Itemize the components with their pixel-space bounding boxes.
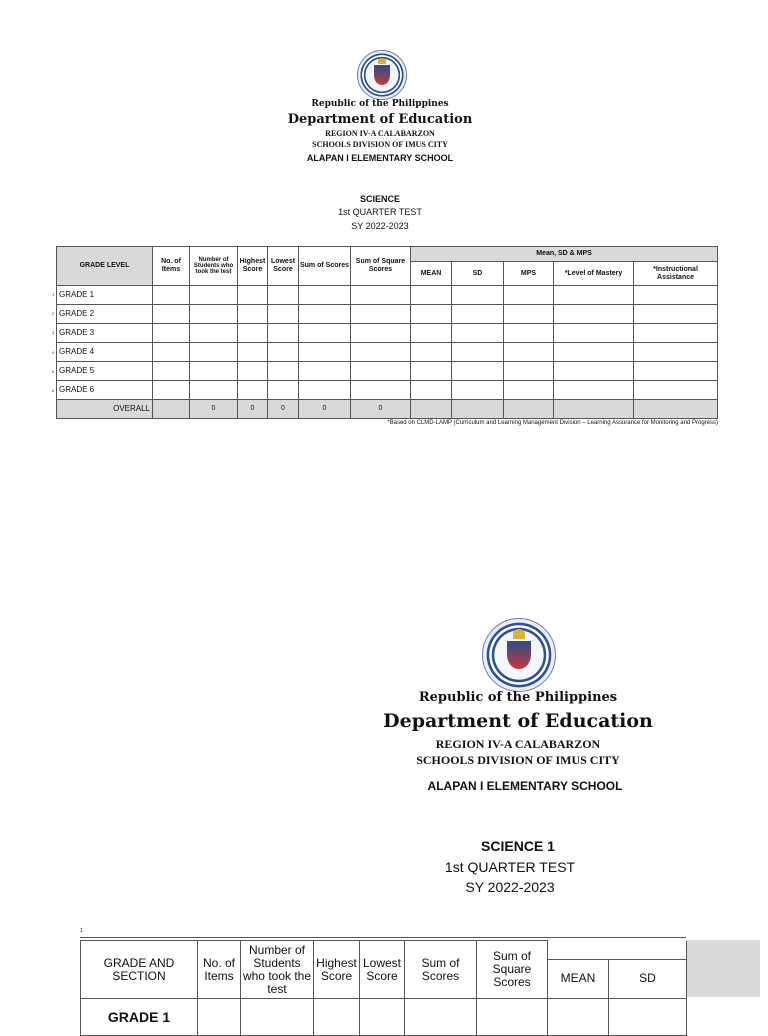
- header-shade: [686, 940, 760, 997]
- row-number: 3: [52, 330, 55, 335]
- results-table: [56, 246, 718, 419]
- overall-row: [57, 400, 718, 419]
- col-mean: MEAN: [548, 959, 609, 998]
- school-name: ALAPAN I ELEMENTARY SCHOOL: [427, 779, 623, 793]
- table-row: [57, 286, 718, 305]
- table-row: [57, 305, 718, 324]
- republic-line: Republic of the Philippines: [311, 99, 449, 109]
- col-grade-section: GRADE AND SECTION: [81, 941, 198, 999]
- table-row: [57, 381, 718, 400]
- test-title: 1st QUARTER TEST: [444, 859, 576, 875]
- col-grade-level: GRADE LEVEL: [57, 247, 153, 286]
- grade-cell: GRADE 4: [57, 343, 153, 362]
- school-year: SY 2022-2023: [351, 221, 409, 231]
- col-mean: MEAN: [411, 262, 452, 286]
- col-highest: Highest Score: [238, 247, 268, 286]
- grade-cell: GRADE 5: [57, 362, 153, 381]
- overall-students: 0: [190, 400, 238, 419]
- deped-seal-icon: [482, 618, 556, 692]
- col-highest: Highest Score: [314, 941, 360, 999]
- col-sd: SD: [452, 262, 504, 286]
- table-row: [81, 999, 687, 1036]
- table-row: [57, 362, 718, 381]
- col-lowest: Lowest Score: [360, 941, 405, 999]
- overall-highest: 0: [238, 400, 268, 419]
- divider-line: [80, 937, 686, 938]
- overall-sum-square: 0: [351, 400, 411, 419]
- col-sum-square: Sum of Square Scores: [351, 247, 411, 286]
- group-mean-sd-mps: Mean, SD & MPS: [411, 247, 718, 262]
- region-line: REGION IV-A CALABARZON: [435, 737, 601, 751]
- col-instructional: *Instructional Assistance: [634, 262, 718, 286]
- col-no-items: No. of Items: [198, 941, 241, 999]
- grade-cell: GRADE 2: [57, 305, 153, 324]
- overall-label: OVERALL: [57, 400, 153, 419]
- division-line: SCHOOLS DIVISION OF IMUS CITY: [312, 140, 448, 149]
- grade-cell: GRADE 1: [81, 999, 198, 1036]
- col-level-mastery: *Level of Mastery: [554, 262, 634, 286]
- school-name: ALAPAN I ELEMENTARY SCHOOL: [306, 153, 454, 163]
- school-year: SY 2022-2023: [465, 879, 555, 895]
- row-number: 1: [52, 292, 55, 297]
- test-title: 1st QUARTER TEST: [338, 207, 422, 217]
- col-sum-square: Sum of Square Scores: [477, 941, 548, 999]
- footnote: *Based on CLMD-LAMP (Curriculum and Learning Management Division – Learning Assurance for Monitoring and Progress): [387, 420, 718, 426]
- row-number: 5: [52, 369, 55, 374]
- region-line: REGION IV-A CALABARZON: [325, 129, 435, 138]
- col-lowest: Lowest Score: [268, 247, 299, 286]
- overall-lowest: 0: [268, 400, 299, 419]
- col-students: Number of Students who took the test: [190, 247, 238, 286]
- subject-title: SCIENCE: [359, 194, 400, 204]
- deped-seal-icon: [357, 50, 407, 100]
- overall-sum: 0: [299, 400, 351, 419]
- row-number: 6: [52, 388, 55, 393]
- section-results-table: [80, 940, 687, 1036]
- table-row: [57, 343, 718, 362]
- grade-cell: GRADE 1: [57, 286, 153, 305]
- subject-title: SCIENCE 1: [481, 838, 555, 854]
- grade-cell: GRADE 6: [57, 381, 153, 400]
- col-mps: MPS: [504, 262, 554, 286]
- col-sum: Sum of Scores: [299, 247, 351, 286]
- republic-line: Republic of the Philippines: [418, 690, 618, 705]
- col-sum: Sum of Scores: [405, 941, 477, 999]
- department-line: Department of Education: [383, 710, 653, 732]
- col-no-items: No. of Items: [153, 247, 190, 286]
- division-line: SCHOOLS DIVISION OF IMUS CITY: [416, 753, 620, 767]
- grade-cell: GRADE 3: [57, 324, 153, 343]
- table-row: [57, 324, 718, 343]
- col-students: Number of Students who took the test: [241, 941, 314, 999]
- group-header-blank: [548, 941, 687, 960]
- department-line: Department of Education: [287, 112, 473, 127]
- row-number: 4: [52, 350, 55, 355]
- row-number: 2: [52, 311, 55, 316]
- corner-mark: 1: [80, 928, 83, 934]
- col-sd: SD: [609, 959, 687, 998]
